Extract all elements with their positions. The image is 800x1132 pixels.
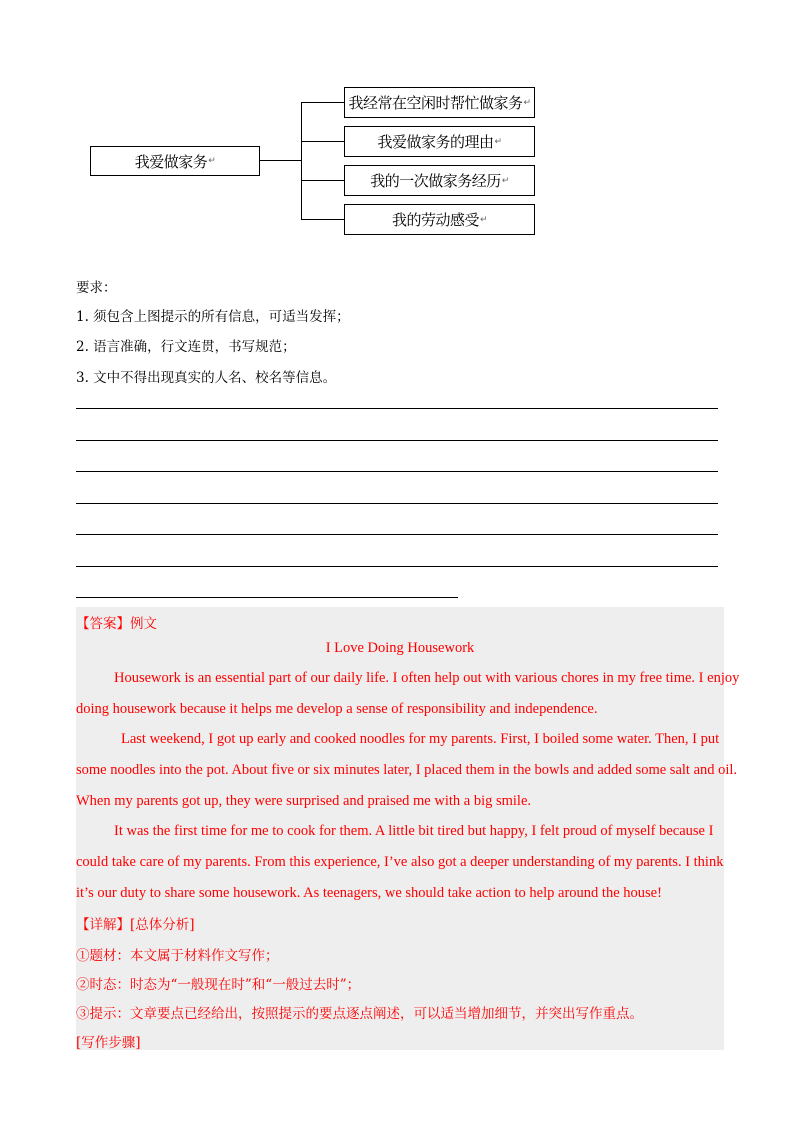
diagram-branch-label: 我爱做家务的理由	[377, 133, 494, 151]
essay-line: Housework is an essential part of our daily life. I often help out with various chores in my free time. I enjoy	[114, 670, 740, 686]
writing-line	[76, 440, 718, 441]
requirements-heading: 要求：	[76, 280, 117, 296]
detail-label: 【详解】[总体分析]	[76, 917, 195, 933]
essay-line: Last weekend, I got up early and cooked noodles for my parents. First, I boiled some water. Then, I put	[121, 731, 720, 747]
connector-branch-2	[301, 141, 344, 142]
connector-trunk-h	[260, 160, 302, 161]
essay-line: it’s our duty to share some housework. As teenagers, we should take action to help around the house!	[76, 885, 662, 901]
writing-line	[76, 597, 458, 598]
diagram-branch-label: 我经常在空闲时帮忙做家务	[348, 94, 523, 112]
writing-line	[76, 534, 718, 535]
essay-line: When my parents got up, they were surprised and praised me with a big smile.	[76, 793, 532, 809]
writing-line	[76, 566, 718, 567]
writing-line	[76, 471, 718, 472]
analysis-item: ②时态：时态为“一般现在时”和“一般过去时”；	[76, 977, 361, 993]
essay-title: I Love Doing Housework	[325, 640, 475, 656]
essay-line: could take care of my parents. From this experience, I’ve also got a deeper understanding of my parents. I think	[76, 854, 724, 870]
return-mark-icon: ↵	[523, 97, 531, 108]
analysis-item: ③提示：文章要点已经给出，按照提示的要点逐点阐述，可以适当增加细节，并突出写作重点。	[76, 1006, 643, 1022]
essay-line: It was the first time for me to cook for them. A little bit tired but happy, I felt proud of myself because I	[114, 823, 714, 839]
steps-label: [写作步骤]	[76, 1035, 141, 1051]
diagram-branch-label: 我的劳动感受	[391, 211, 479, 229]
return-mark-icon: ↵	[479, 214, 488, 225]
requirement-item: 3. 文中不得出现真实的人名、校名等信息。	[76, 370, 337, 386]
requirement-item: 2. 语言准确，行文连贯，书写规范；	[76, 339, 296, 355]
diagram-branch-box	[344, 126, 535, 157]
writing-line	[76, 408, 718, 409]
return-mark-icon: ↵	[208, 156, 216, 166]
connector-branch-1	[301, 102, 344, 103]
connector-spine	[301, 102, 302, 220]
connector-branch-4	[301, 219, 344, 220]
writing-line	[76, 503, 718, 504]
answer-label: 【答案】例文	[76, 616, 157, 632]
return-mark-icon: ↵	[494, 136, 502, 147]
essay-line: some noodles into the pot. About five or six minutes later, I placed them in the bowls and added some salt and oil.	[76, 762, 738, 778]
analysis-item: ①题材：本文属于材料作文写作；	[76, 948, 279, 964]
diagram-center-label: 我爱做家务	[134, 152, 208, 171]
diagram-branch-box	[344, 204, 535, 235]
essay-line: doing housework because it helps me develop a sense of responsibility and independence.	[76, 701, 598, 717]
requirement-item: 1. 须包含上图提示的所有信息，可适当发挥；	[76, 309, 350, 325]
diagram-branch-box	[344, 165, 535, 196]
diagram-branch-label: 我的一次做家务经历	[370, 172, 501, 190]
return-mark-icon: ↵	[501, 175, 509, 186]
diagram-branch-box	[344, 87, 535, 118]
diagram-center-box	[90, 146, 260, 176]
connector-branch-3	[301, 180, 344, 181]
